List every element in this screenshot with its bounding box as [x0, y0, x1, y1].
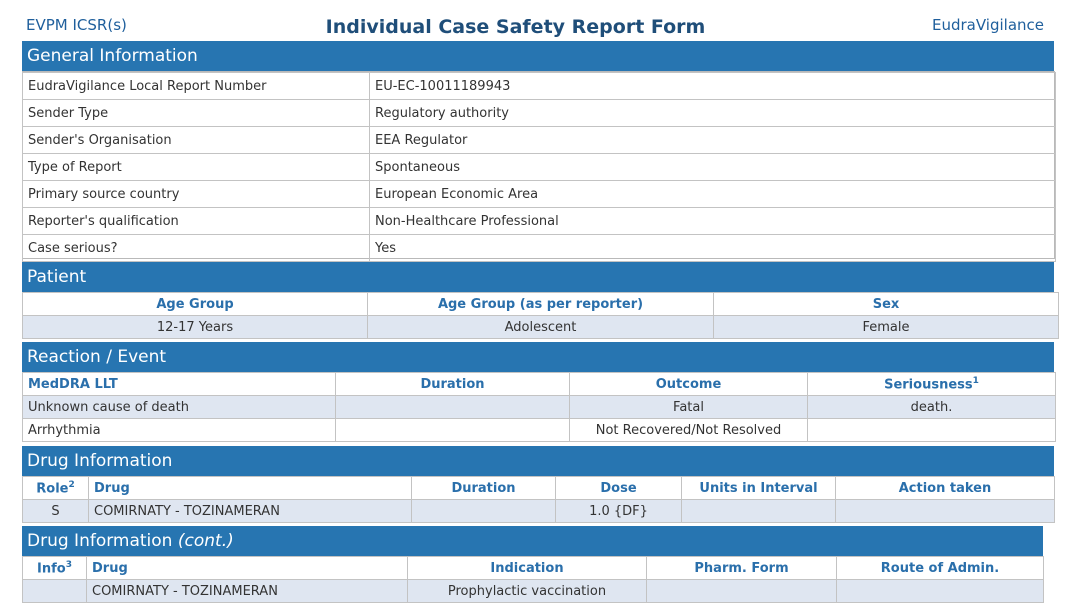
column-header: Age Group (as per reporter)	[368, 293, 714, 316]
patient-table	[22, 292, 1059, 339]
column-header: Units in Interval	[682, 477, 836, 500]
reaction-duration	[336, 396, 570, 419]
drug-cont-indication: Prophylactic vaccination	[408, 580, 647, 603]
general-value: European Economic Area	[370, 181, 1056, 208]
general-value: EU-EC-10011189943	[370, 73, 1056, 100]
reaction-seriousness: death.	[808, 396, 1056, 419]
drug-dose: 1.0 {DF}	[556, 500, 682, 523]
drug-cont-table	[22, 556, 1044, 603]
column-header	[808, 373, 1056, 396]
column-header: Dose	[556, 477, 682, 500]
header-left-label: EVPM ICSR(s)	[26, 16, 127, 34]
column-header: Sex	[714, 293, 1059, 316]
drug-section-title: Drug Information	[27, 451, 173, 471]
drug-section-header	[22, 446, 1054, 476]
column-header: Duration	[336, 373, 570, 396]
drug-cont-form	[647, 580, 837, 603]
general-label: Type of Report	[23, 154, 370, 181]
header-right-label: EudraVigilance	[932, 16, 1044, 34]
column-header: Route of Admin.	[837, 557, 1044, 580]
patient-sex: Female	[714, 316, 1059, 339]
table-row	[23, 419, 1056, 442]
column-header: Outcome	[570, 373, 808, 396]
column-header	[23, 477, 89, 500]
general-label: Sender Type	[23, 100, 370, 127]
reaction-duration	[336, 419, 570, 442]
reaction-llt: Unknown cause of death	[23, 396, 336, 419]
drug-cont-title-suffix: (cont.)	[177, 531, 234, 551]
table-row	[23, 208, 1056, 235]
seriousness-header-label: Seriousness	[884, 377, 973, 393]
patient-age-group-reporter: Adolescent	[368, 316, 714, 339]
general-value: Yes	[370, 235, 1056, 262]
reaction-section-title: Reaction / Event	[27, 347, 167, 367]
general-table	[22, 72, 1056, 262]
drug-units	[682, 500, 836, 523]
drug-cont-route	[837, 580, 1044, 603]
column-header	[23, 557, 87, 580]
footnote-marker: 1	[972, 375, 979, 386]
general-label: Sender's Organisation	[23, 127, 370, 154]
general-value: EEA Regulator	[370, 127, 1056, 154]
drug-cont-section-title: Drug Information	[27, 531, 173, 551]
reaction-seriousness	[808, 419, 1056, 442]
column-header: Drug	[87, 557, 408, 580]
general-value: Spontaneous	[370, 154, 1056, 181]
general-section-header	[22, 41, 1054, 71]
table-header-row	[23, 477, 1055, 500]
table-row	[23, 181, 1056, 208]
table-row	[23, 235, 1056, 262]
info-header-label: Info	[37, 561, 66, 577]
reaction-table	[22, 372, 1056, 442]
column-header: Indication	[408, 557, 647, 580]
column-header: Age Group	[23, 293, 368, 316]
column-header: Duration	[412, 477, 556, 500]
footnote-marker: 3	[65, 559, 72, 570]
table-row	[23, 316, 1059, 339]
footnote-marker: 2	[68, 479, 75, 490]
general-label: EudraVigilance Local Report Number	[23, 73, 370, 100]
general-label: Case serious?	[23, 235, 370, 262]
patient-section-header	[22, 262, 1054, 292]
general-value: Non-Healthcare Professional	[370, 208, 1056, 235]
column-header: MedDRA LLT	[23, 373, 336, 396]
patient-age-group: 12-17 Years	[23, 316, 368, 339]
table-row	[23, 100, 1056, 127]
drug-duration	[412, 500, 556, 523]
table-row	[23, 396, 1056, 419]
patient-section-title: Patient	[27, 267, 87, 287]
reaction-outcome: Not Recovered/Not Resolved	[570, 419, 808, 442]
drug-role: S	[23, 500, 89, 523]
table-header-row	[23, 557, 1044, 580]
table-row	[23, 73, 1056, 100]
table-row	[23, 127, 1056, 154]
role-header-label: Role	[36, 481, 69, 497]
drug-cont-info	[23, 580, 87, 603]
drug-table	[22, 476, 1055, 523]
general-label: Primary source country	[23, 181, 370, 208]
general-value: Regulatory authority	[370, 100, 1056, 127]
column-header: Action taken	[836, 477, 1055, 500]
page-title: Individual Case Safety Report Form	[325, 16, 706, 38]
general-label: Reporter's qualification	[23, 208, 370, 235]
table-row	[23, 500, 1055, 523]
column-header: Pharm. Form	[647, 557, 837, 580]
reaction-outcome: Fatal	[570, 396, 808, 419]
table-header-row	[23, 373, 1056, 396]
table-header-row	[23, 293, 1059, 316]
reaction-llt: Arrhythmia	[23, 419, 336, 442]
reaction-section-header	[22, 342, 1054, 372]
drug-cont-name: COMIRNATY - TOZINAMERAN	[87, 580, 408, 603]
general-section-title: General Information	[27, 46, 198, 66]
drug-action	[836, 500, 1055, 523]
drug-cont-section-header	[22, 526, 1043, 556]
drug-name: COMIRNATY - TOZINAMERAN	[89, 500, 412, 523]
column-header: Drug	[89, 477, 412, 500]
table-row	[23, 580, 1044, 603]
table-row	[23, 154, 1056, 181]
